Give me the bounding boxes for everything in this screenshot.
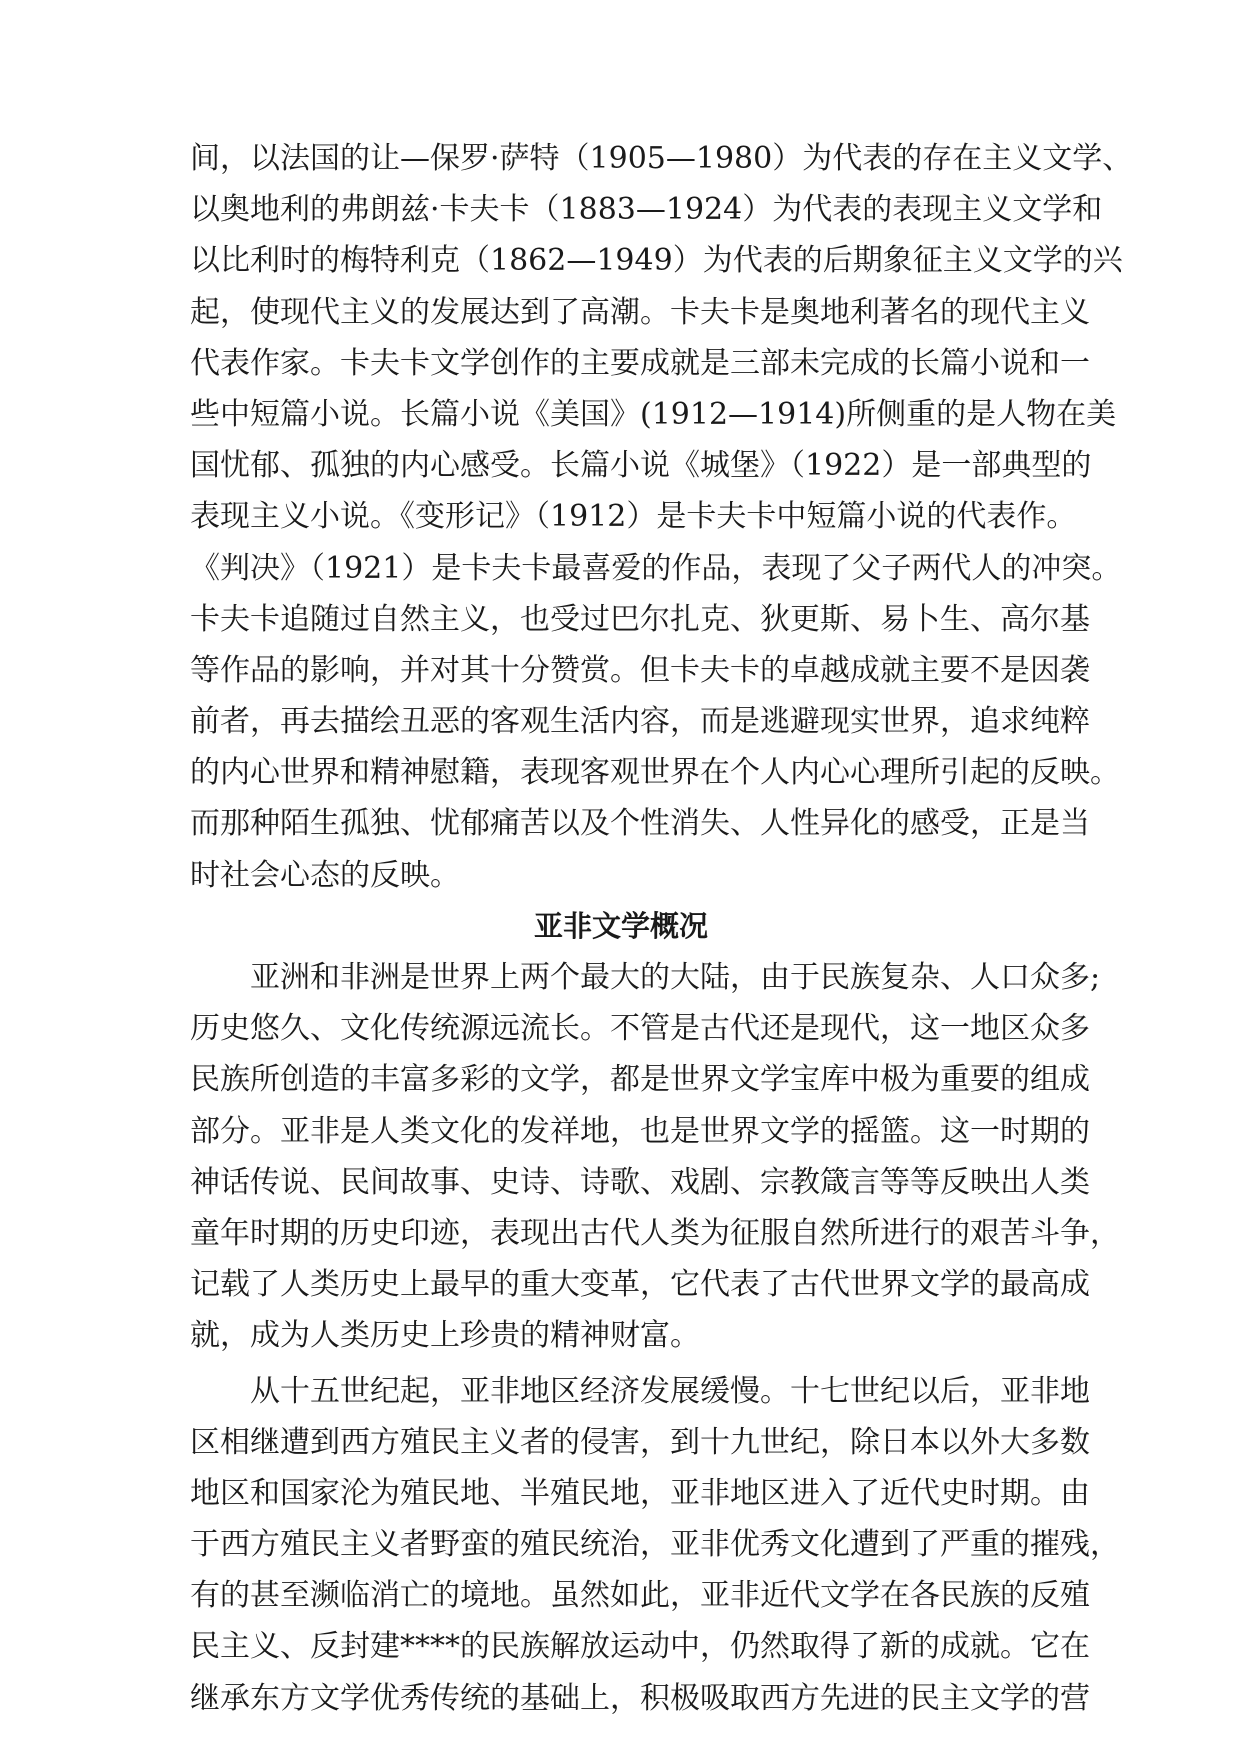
- text-line: 于西方殖民主义者野蛮的殖民统治，亚非优秀文化遭到了严重的摧残，: [190, 1527, 1120, 1563]
- text-line: 些中短篇小说。长篇小说《美国》(1912—1914)所侧重的是人物在美: [190, 396, 1117, 432]
- text-line: 继承东方文学优秀传统的基础上，积极吸取西方先进的民主文学的营: [190, 1680, 1090, 1716]
- text-line: 区相继遭到西方殖民主义者的侵害，到十九世纪，除日本以外大多数: [190, 1424, 1090, 1460]
- text-line: 历史悠久、文化传统源远流长。不管是古代还是现代，这一地区众多: [190, 1011, 1090, 1047]
- text-line: 部分。亚非是人类文化的发祥地，也是世界文学的摇篮。这一时期的: [190, 1113, 1090, 1149]
- text-line: 记载了人类历史上最早的重大变革，它代表了古代世界文学的最高成: [190, 1267, 1090, 1303]
- text-line: 民族所创造的丰富多彩的文学，都是世界文学宝库中极为重要的组成: [190, 1062, 1090, 1098]
- text-line: 有的甚至濒临消亡的境地。虽然如此，亚非近代文学在各民族的反殖: [190, 1578, 1090, 1614]
- text-line: 神话传说、民间故事、史诗、诗歌、戏剧、宗教箴言等等反映出人类: [190, 1164, 1090, 1200]
- text-line: 表现主义小说。《变形记》（1912）是卡夫卡中短篇小说的代表作。: [190, 499, 1077, 535]
- text-line: 就，成为人类历史上珍贵的精神财富。: [190, 1318, 700, 1354]
- text-line: 而那种陌生孤独、忧郁痛苦以及个性消失、人性异化的感受，正是当: [190, 806, 1090, 842]
- text-line: 以奥地利的弗朗兹·卡夫卡（1883—1924）为代表的表现主义文学和: [190, 192, 1103, 228]
- continued-section: [190, 133, 1133, 901]
- text-line: 以比利时的梅特利克（1862—1949）为代表的后期象征主义文学的兴: [190, 243, 1123, 279]
- text-line: 卡夫卡追随过自然主义，也受过巴尔扎克、狄更斯、易卜生、高尔基: [190, 601, 1090, 637]
- text-line: 《判决》（1921）是卡夫卡最喜爱的作品，表现了父子两代人的冲突。: [190, 550, 1122, 586]
- text-line: 民主义、反封建****的民族解放运动中，仍然取得了新的成就。它在: [190, 1629, 1090, 1665]
- text-line: 地区和国家沦为殖民地、半殖民地，亚非地区进入了近代史时期。由: [190, 1475, 1090, 1511]
- text-line: 从十五世纪起，亚非地区经济发展缓慢。十七世纪以后，亚非地: [250, 1373, 1090, 1409]
- text-line: 起，使现代主义的发展达到了高潮。卡夫卡是奥地利著名的现代主义: [190, 294, 1090, 330]
- text-line: 亚洲和非洲是世界上两个最大的大陆，由于民族复杂、人口众多;: [250, 960, 1101, 995]
- text-line: 间，以法国的让—保罗·萨特（1905—1980）为代表的存在主义文学、: [190, 141, 1133, 176]
- text-line: 童年时期的历史印迹，表现出古代人类为征服自然所进行的艰苦斗争，: [190, 1215, 1120, 1251]
- text-line: 国忧郁、孤独的内心感受。长篇小说《城堡》（1922）是一部典型的: [190, 448, 1092, 484]
- text-line: 等作品的影响，并对其十分赞赏。但卡夫卡的卓越成就主要不是因袭: [190, 652, 1090, 688]
- text-line: 的内心世界和精神慰籍，表现客观世界在个人内心心理所引起的反映。: [190, 755, 1120, 791]
- document-body: [190, 133, 1133, 1724]
- text-line: 时社会心态的反映。: [190, 857, 460, 893]
- paragraph: [190, 952, 1120, 1362]
- section-heading: 亚非文学概况: [533, 908, 708, 943]
- text-line: 前者，再去描绘丑恶的客观生活内容，而是逃避现实世界，追求纯粹: [190, 704, 1090, 740]
- paragraph: [190, 1366, 1120, 1724]
- text-line: 代表作家。卡夫卡文学创作的主要成就是三部未完成的长篇小说和一: [190, 345, 1090, 381]
